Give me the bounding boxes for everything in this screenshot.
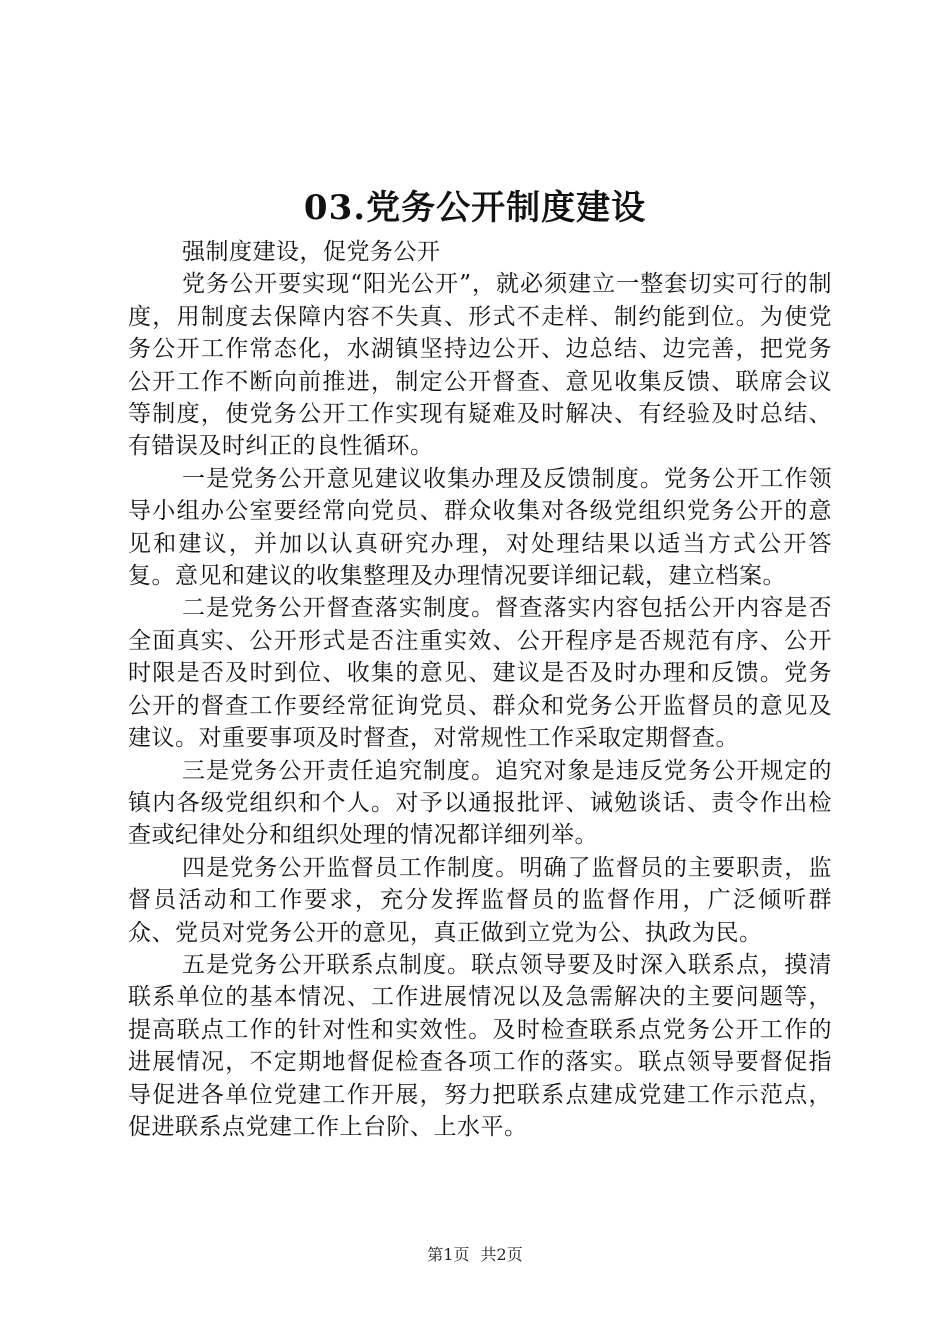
paragraph-item-5: 五是党务公开联系点制度。联点领导要及时深入联系点，摸清联系单位的基本情况、工作进展情况以及急需解决的主要问题等，提高联点工作的针对性和实效性。及时检查联系点党务公开工作的进展情况，不定期地督促检查各项工作的落实。联点领导要督促指导促进各单位党建工作开展，努力把联系点建成党建工作示范点，促进联系点党建工作上台阶、上水平。 <box>128 951 832 1140</box>
document-body <box>128 236 832 1143</box>
page-number: 第1页 <box>427 1245 470 1264</box>
paragraph-item-2: 二是党务公开督查落实制度。督查落实内容包括公开内容是否全面真实、公开形式是否注重实效、公开程序是否规范有序、公开时限是否及时到位、收集的意见、建议是否及时办理和反馈。党务公开的督查工作要经常征询党员、群众和党务公开监督员的意见及建议。对重要事项及时督查，对常规性工作采取定期督查。 <box>128 595 832 752</box>
paragraph-item-3: 三是党务公开责任追究制度。追究对象是违反党务公开规定的镇内各级党组织和个人。对予以通报批评、诫勉谈话、责令作出检查或纪律处分和组织处理的情况都详细列举。 <box>128 757 832 849</box>
page-footer <box>0 1244 950 1266</box>
document-title: 03.党务公开制度建设 <box>303 188 647 228</box>
paragraph-intro: 党务公开要实现“阳光公开”，就必须建立一整套切实可行的制度，用制度去保障内容不失真、形式不走样、制约能到位。为使党务公开工作常态化，水湖镇坚持边公开、边总结、边完善，把党务公开工作不断向前推进，制定公开督查、意见收集反馈、联席会议等制度，使党务公开工作实现有疑难及时解决、有经验及时总结、有错误及时纠正的良性循环。 <box>128 271 832 460</box>
paragraph-item-1: 一是党务公开意见建议收集办理及反馈制度。党务公开工作领导小组办公室要经常向党员、群众收集对各级党组织党务公开的意见和建议，并加以认真研究办理，对处理结果以适当方式公开答复。意见和建议的收集整理及办理情况要详细记载，建立档案。 <box>128 465 832 590</box>
page-total: 共2页 <box>480 1245 523 1264</box>
paragraph-subtitle: 强制度建设，促党务公开 <box>182 239 441 265</box>
paragraph-item-4: 四是党务公开监督员工作制度。明确了监督员的主要职责，监督员活动和工作要求，充分发挥监督员的监督作用，广泛倾听群众、党员对党务公开的意见，真正做到立党为公、执政为民。 <box>128 854 832 946</box>
